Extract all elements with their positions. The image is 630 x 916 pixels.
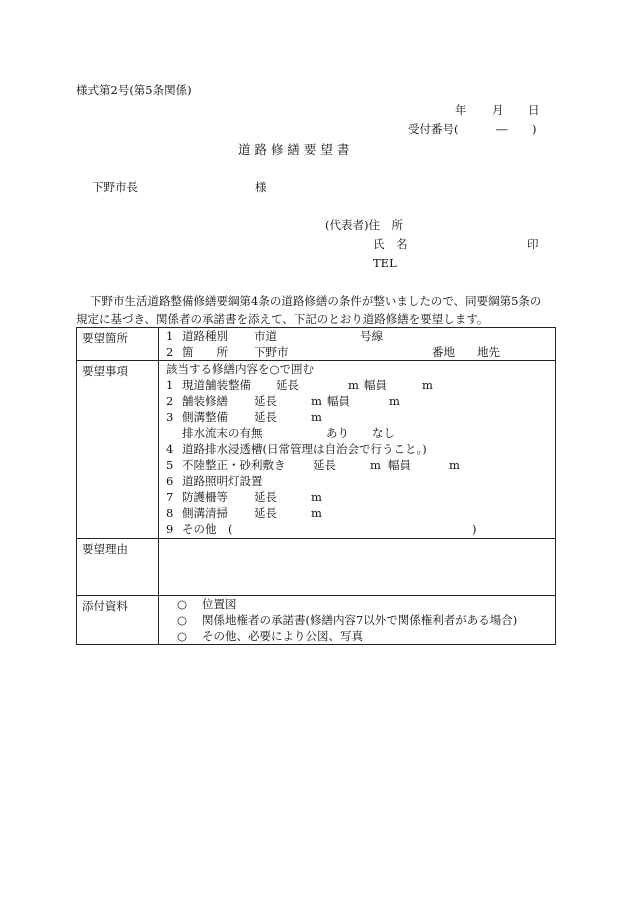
form-number: 様式第2号(第5条関係) — [76, 83, 192, 97]
request-item-4 — [159, 441, 555, 457]
reason-label: 要望理由 — [77, 539, 159, 596]
request-instruction-text: 該当する修繕内容を○で囲む — [166, 362, 315, 376]
receipt-number-label: 受付番号( — [408, 122, 459, 136]
attachment-text: 位置図 — [202, 597, 237, 611]
request-label: 要望事項 — [77, 361, 159, 539]
attachment-text: その他、必要により公図、写真 — [202, 629, 363, 643]
length-label: 延長 — [254, 506, 277, 520]
request-item-2 — [159, 393, 555, 409]
document-title: 道 路 修 繕 要 望 書 — [238, 142, 350, 157]
addressee-honorific: 様 — [255, 180, 267, 194]
request-item-number: 8 — [166, 506, 174, 520]
location-number-1: 1 — [166, 329, 174, 343]
drain-no-label: なし — [372, 426, 395, 440]
request-item-text: 道路排水浸透槽(日常管理は自治会で行うこと。) — [182, 442, 427, 456]
request-item-number: 1 — [166, 378, 174, 392]
date-day-label: 日 — [528, 103, 540, 117]
unit-m: m — [311, 410, 322, 424]
request-item-5 — [159, 457, 555, 473]
place-line — [159, 344, 555, 360]
location-label: 要望箇所 — [77, 328, 159, 361]
attachment-item — [159, 628, 555, 644]
unit-m: m — [348, 378, 359, 392]
other-close-paren: ) — [472, 522, 477, 536]
place-label: 箇 所 — [182, 345, 228, 359]
circle-mark-icon: ○ — [177, 613, 188, 627]
request-item-7 — [159, 489, 555, 505]
unit-m: m — [449, 458, 460, 472]
width-label: 幅員 — [327, 394, 350, 408]
seal-mark: 印 — [527, 237, 539, 251]
request-item-number: 7 — [166, 490, 174, 504]
unit-m: m — [389, 394, 400, 408]
tel-label: TEL — [373, 256, 397, 270]
requester-name-label: 氏 名 — [373, 237, 408, 251]
city-road-label: 市道 — [254, 329, 277, 343]
unit-m: m — [311, 394, 322, 408]
circle-mark-icon: ○ — [177, 597, 188, 611]
route-label: 号線 — [360, 329, 383, 343]
length-label: 延長 — [254, 410, 277, 424]
date-month-label: 月 — [492, 103, 504, 117]
request-item-1 — [159, 377, 555, 393]
request-item-text: 防護柵等 — [182, 490, 228, 504]
attachments-content — [159, 596, 556, 645]
request-row — [77, 361, 556, 539]
addressee-name: 下野市長 — [92, 180, 138, 194]
road-type-label: 道路種別 — [182, 329, 228, 343]
request-form-table — [76, 327, 556, 645]
saki-label: 地先 — [477, 345, 500, 359]
unit-m: m — [311, 490, 322, 504]
attachment-item — [159, 612, 555, 628]
unit-m: m — [311, 506, 322, 520]
request-item-number: 6 — [166, 474, 174, 488]
circle-mark-icon: ○ — [177, 629, 188, 643]
drain-outlet-label: 排水流末の有無 — [182, 426, 263, 440]
attachments-row — [77, 596, 556, 645]
date-year-label: 年 — [455, 103, 467, 117]
body-text-line-1: 下野市生活道路整備修繕要綱第4条の道路修繕の条件が整いましたので、同要綱第5条の — [90, 294, 542, 308]
body-text-line-2: 規定に基づき、関係者の承諾書を添えて、下記のとおり道路修繕を要望します。 — [76, 312, 489, 326]
request-item-number: 9 — [166, 522, 174, 536]
unit-m: m — [370, 458, 381, 472]
request-item-number: 5 — [166, 458, 174, 472]
banchi-label: 番地 — [432, 345, 455, 359]
request-item-number: 2 — [166, 394, 174, 408]
location-row — [77, 328, 556, 361]
request-content — [159, 361, 556, 539]
request-item-text: その他 ( — [182, 522, 233, 536]
request-item-3 — [159, 409, 555, 425]
request-item-number: 4 — [166, 442, 174, 456]
location-number-2: 2 — [166, 345, 174, 359]
unit-m: m — [422, 378, 433, 392]
attachment-item — [159, 596, 555, 612]
request-item-number: 3 — [166, 410, 174, 424]
reason-row — [77, 539, 556, 596]
drain-yes-label: あり — [326, 426, 349, 440]
request-item-text: 舗装修繕 — [182, 394, 228, 408]
width-label: 幅員 — [388, 458, 411, 472]
length-label: 延長 — [254, 490, 277, 504]
request-item-text: 側溝整備 — [182, 410, 228, 424]
attachments-label: 添付資料 — [77, 596, 159, 645]
drain-outlet-line — [159, 425, 555, 441]
receipt-number-close: ) — [532, 122, 537, 136]
request-item-6 — [159, 473, 555, 489]
reason-content[interactable] — [159, 539, 556, 596]
request-item-text: 道路照明灯設置 — [182, 474, 263, 488]
request-item-8 — [159, 505, 555, 521]
request-item-text: 現道舗装整備 — [182, 378, 251, 392]
request-item-text: 側溝清掃 — [182, 506, 228, 520]
attachment-text: 関係地権者の承諾書(修繕内容7以外で関係権利者がある場合) — [202, 613, 518, 627]
representative-address-label: (代表者)住 所 — [325, 218, 403, 232]
length-label: 延長 — [276, 378, 299, 392]
location-content — [159, 328, 556, 361]
width-label: 幅員 — [364, 378, 387, 392]
length-label: 延長 — [313, 458, 336, 472]
request-instruction — [159, 361, 555, 377]
city-label: 下野市 — [254, 345, 289, 359]
road-type-line — [159, 328, 555, 344]
request-item-9 — [159, 521, 555, 537]
receipt-number-dash: ― — [496, 122, 508, 136]
request-item-text: 不陸整正・砂利敷き — [182, 458, 286, 472]
length-label: 延長 — [254, 394, 277, 408]
